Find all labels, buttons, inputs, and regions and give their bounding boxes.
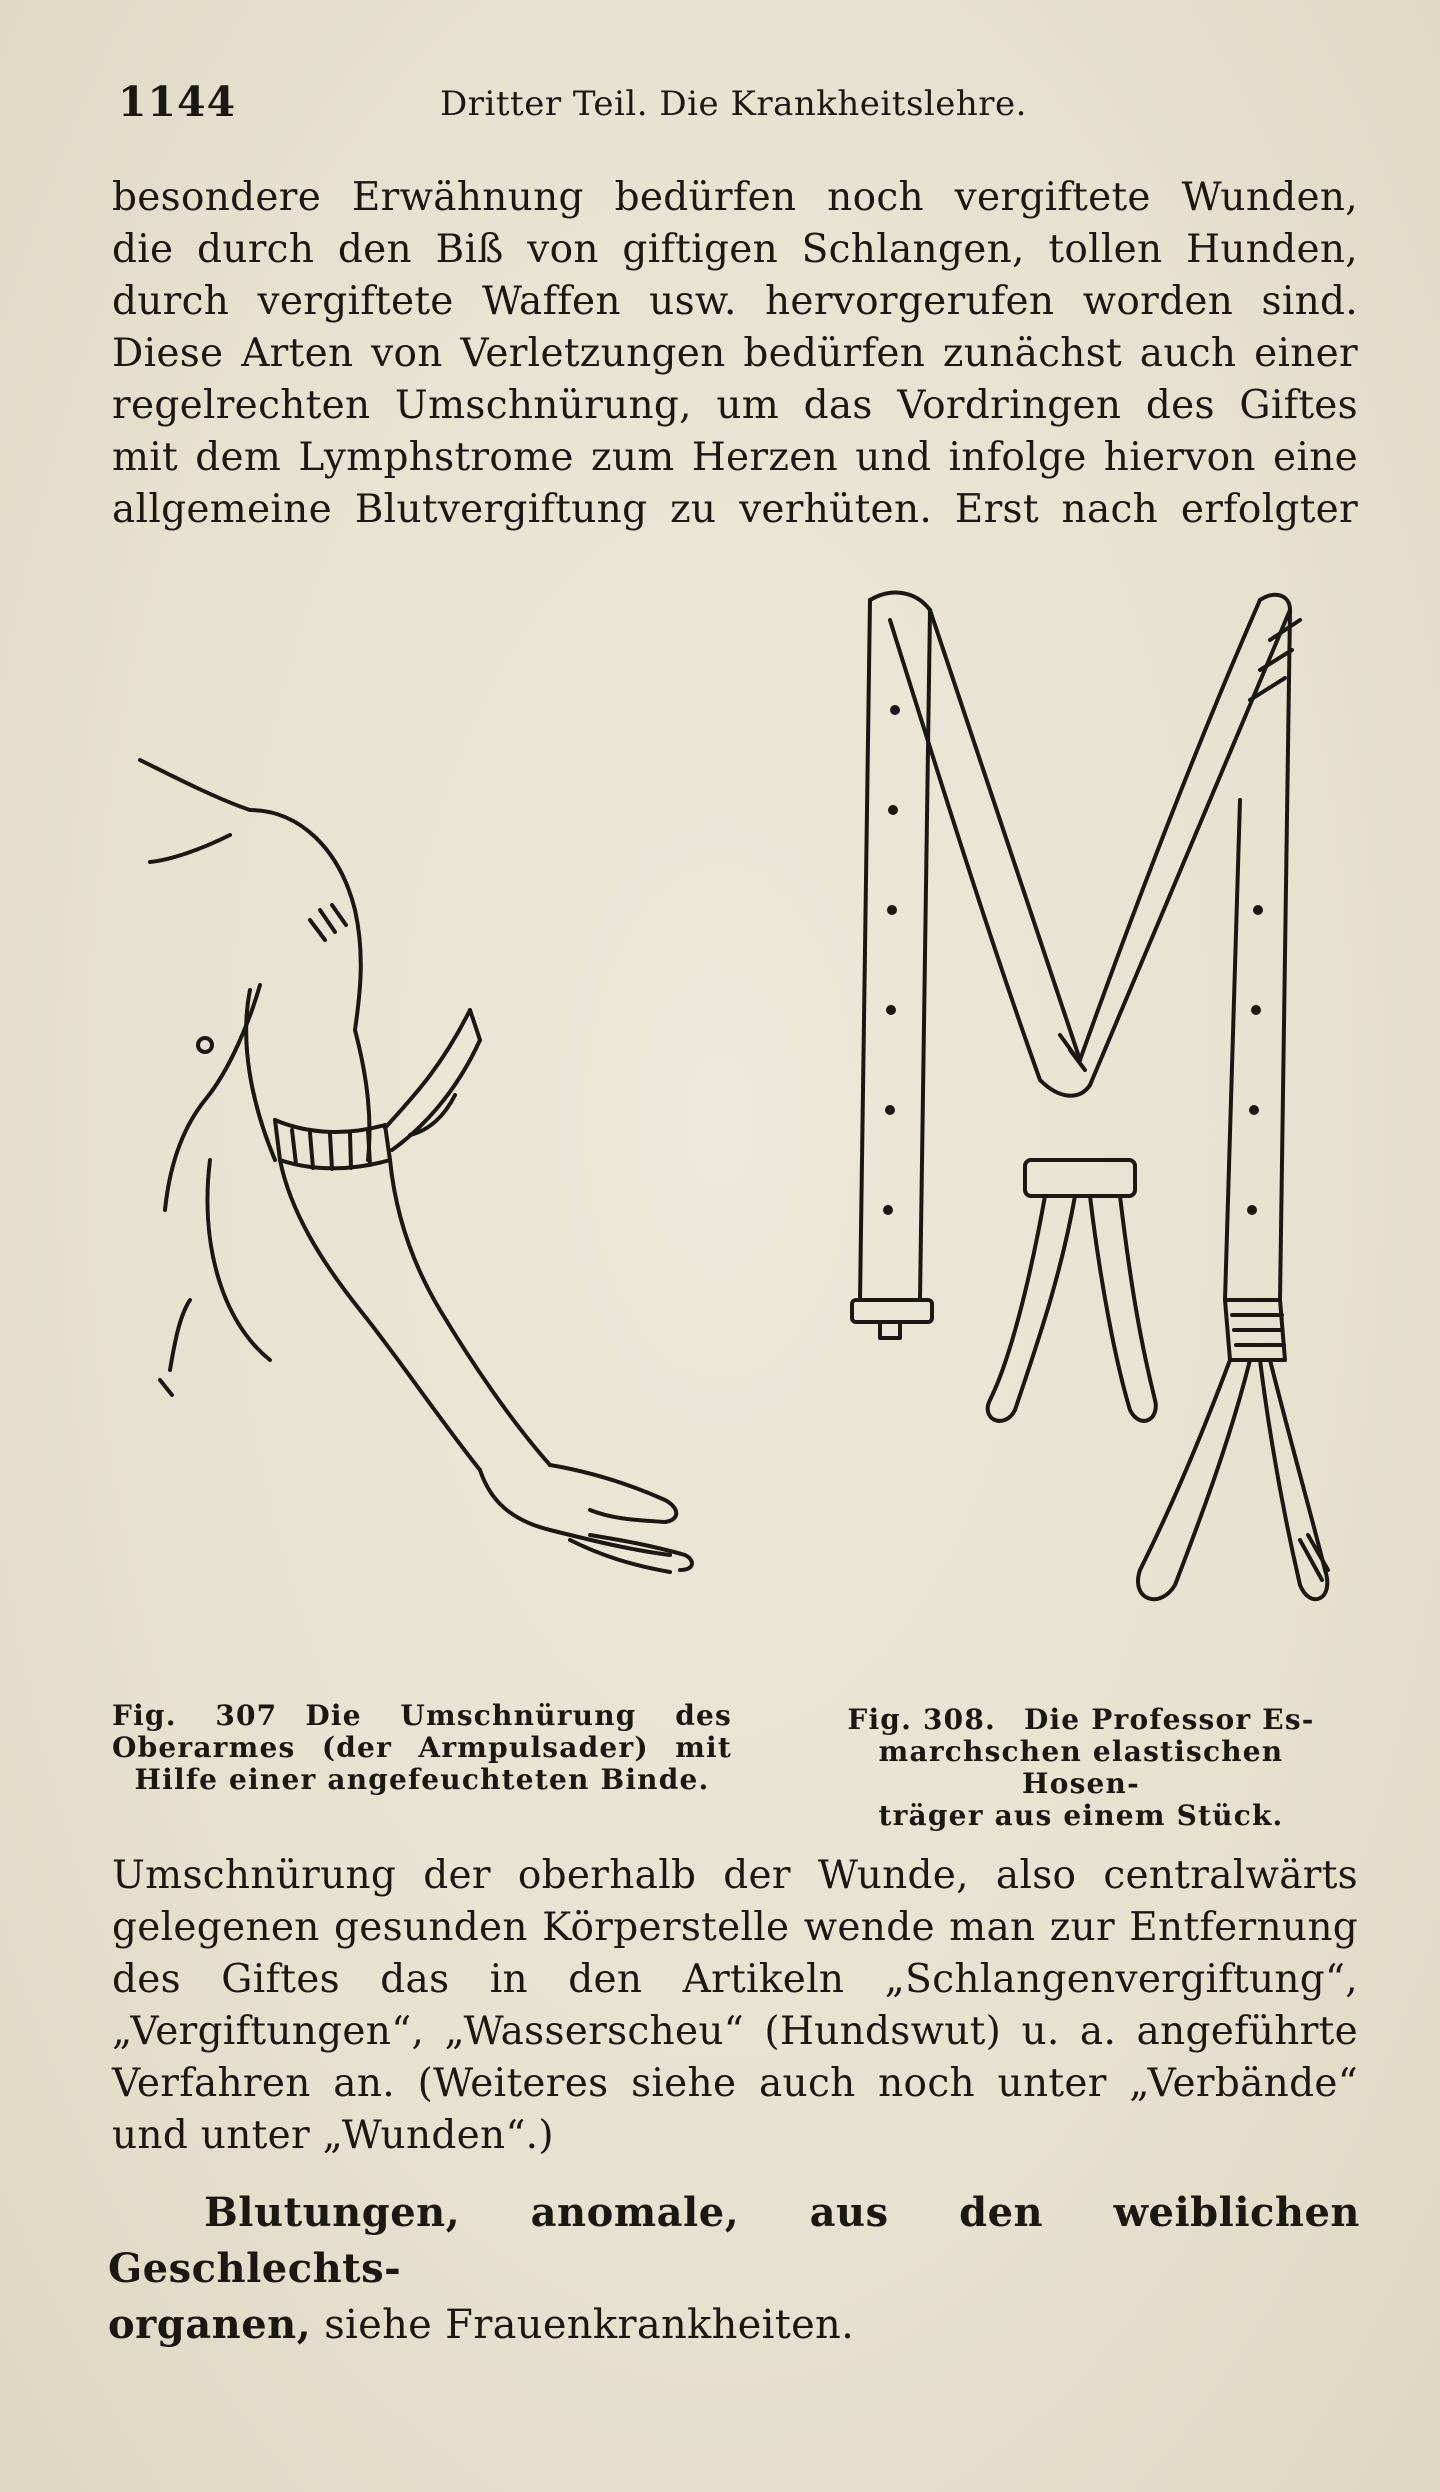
- running-head: Dritter Teil. Die Krankheitslehre.: [440, 84, 1027, 124]
- caption-line: marchschen elastischen Hosen-: [878, 1735, 1284, 1800]
- paragraph-1-line: die durch den Biß von giftigen Schlangen, tollen Hunden,: [112, 227, 1358, 272]
- figure-307-caption: [112, 1700, 732, 1796]
- paragraph-2-line: Verfahren an. (Weiteres siehe auch noch unter „Verbände“: [112, 2061, 1358, 2106]
- caption-text: Die Umschnürung des: [305, 1699, 732, 1732]
- figure-308-suspenders-illustration: [830, 580, 1360, 1660]
- paragraph-2: [112, 1850, 1358, 2162]
- page-header: [118, 78, 1354, 128]
- paragraph-1: [112, 172, 1358, 536]
- paragraph-2-line: „Vergiftungen“, „Wasserscheu“ (Hundswut) u. a. angeführte: [112, 2009, 1358, 2054]
- page-number: 1144: [118, 78, 237, 126]
- paragraph-3-entry: [108, 2185, 1360, 2353]
- figure-308-caption: [816, 1704, 1346, 1832]
- paragraph-1-line: mit dem Lymphstrome zum Herzen und infolge hiervon eine: [112, 435, 1358, 480]
- caption-line: [112, 1700, 732, 1732]
- figure-label: Fig. 307: [112, 1699, 278, 1732]
- caption-line: Oberarmes (der Armpulsader) mit: [112, 1731, 732, 1764]
- paragraph-2-line: und unter „Wunden“.): [112, 2113, 554, 2158]
- paragraph-1-line: durch vergiftete Waffen usw. hervorgerufen worden sind.: [112, 279, 1358, 324]
- entry-line: [108, 2185, 1360, 2297]
- paragraph-1-line: allgemeine Blutvergiftung zu verhüten. Erst nach erfolgter: [112, 487, 1358, 532]
- paragraph-1-line: besondere Erwähnung bedürfen noch vergiftete Wunden,: [112, 175, 1358, 220]
- entry-line: [108, 2297, 1360, 2353]
- entry-reference: siehe Frauenkrankheiten.: [311, 2302, 855, 2348]
- entry-lemma: organen,: [108, 2301, 312, 2348]
- paragraph-2-line: des Giftes das in den Artikeln „Schlangenvergiftung“,: [112, 1957, 1358, 2002]
- caption-line: [816, 1704, 1346, 1736]
- paragraph-2-line: Umschnürung der oberhalb der Wunde, also centralwärts: [112, 1853, 1358, 1898]
- caption-line: Hilfe einer angefeuchteten Binde.: [134, 1763, 710, 1796]
- caption-text: Die Professor Es-: [1023, 1703, 1315, 1736]
- paragraph-2-line: gelegenen gesunden Körperstelle wende man zur Entfernung: [112, 1905, 1358, 1950]
- paragraph-1-line: Diese Arten von Verletzungen bedürfen zunächst auch einer: [112, 331, 1358, 376]
- paragraph-1-line: regelrechten Umschnürung, um das Vordringen des Giftes: [112, 383, 1358, 428]
- figure-307-arm-illustration: [110, 740, 730, 1680]
- figure-label: Fig. 308.: [847, 1703, 996, 1736]
- entry-lemma: Blutungen, anomale, aus den weiblichen Geschlechts-: [108, 2189, 1360, 2292]
- caption-line: träger aus einem Stück.: [878, 1799, 1284, 1832]
